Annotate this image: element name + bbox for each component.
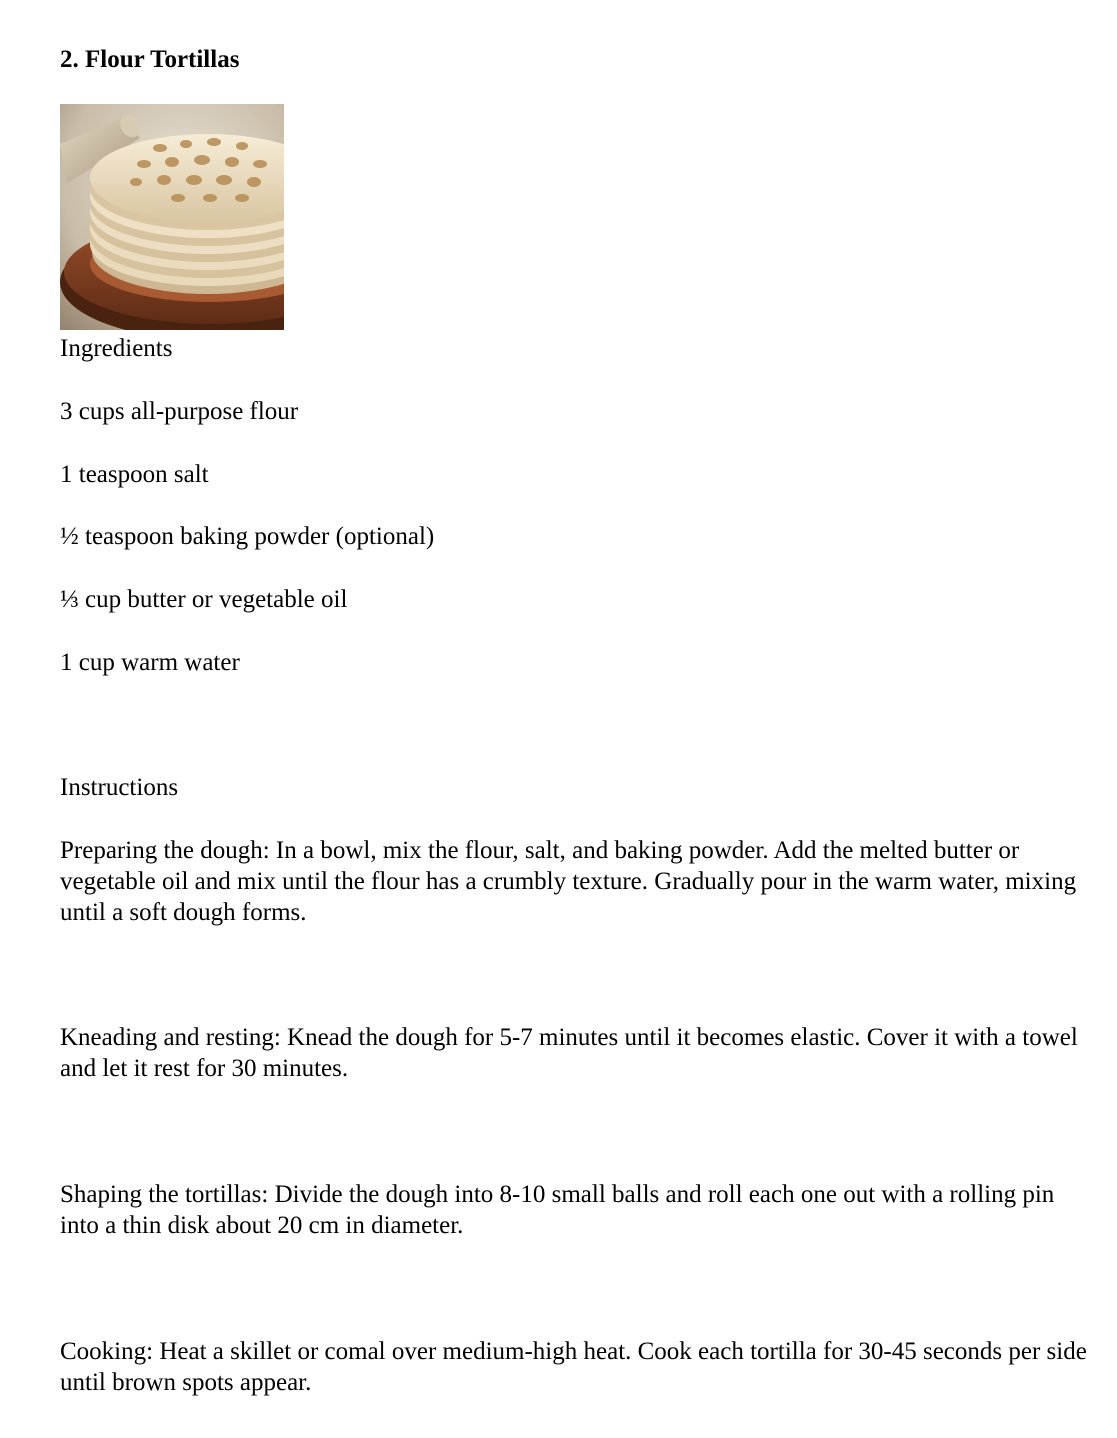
- ingredient-item: 1 teaspoon salt: [60, 461, 209, 488]
- instructions-heading: Instructions: [60, 774, 179, 801]
- instruction-step: Shaping the tortillas: Divide the dough into 8-10 small balls and roll each one out with a rolling pin into a thin disk about 20 cm in diameter.: [60, 1181, 1055, 1239]
- ingredients-heading: Ingredients: [60, 335, 173, 362]
- ingredient-item: ⅓ cup butter or vegetable oil: [60, 586, 348, 613]
- ingredient-item: ½ teaspoon baking powder (optional): [60, 523, 435, 550]
- instruction-step: Kneading and resting: Knead the dough for 5-7 minutes until it becomes elastic. Cover it with a towel and let it rest for 30 minutes.: [60, 1024, 1078, 1082]
- instruction-step: Preparing the dough: In a bowl, mix the flour, salt, and baking powder. Add the melted butter or vegetable oil and mix until the flour has a crumbly texture. Gradually pour in the warm water, mixing until a soft dough forms.: [60, 837, 1077, 926]
- tortillas-photo: [60, 104, 284, 330]
- ingredient-item: 1 cup warm water: [60, 649, 240, 676]
- instruction-step: Cooking: Heat a skillet or comal over medium-high heat. Cook each tortilla for 30-45 seconds per side until brown spots appear.: [60, 1338, 1087, 1396]
- recipe-title: 2. Flour Tortillas: [60, 46, 240, 73]
- ingredient-item: 3 cups all-purpose flour: [60, 398, 299, 425]
- tortilla-stack: [90, 134, 284, 294]
